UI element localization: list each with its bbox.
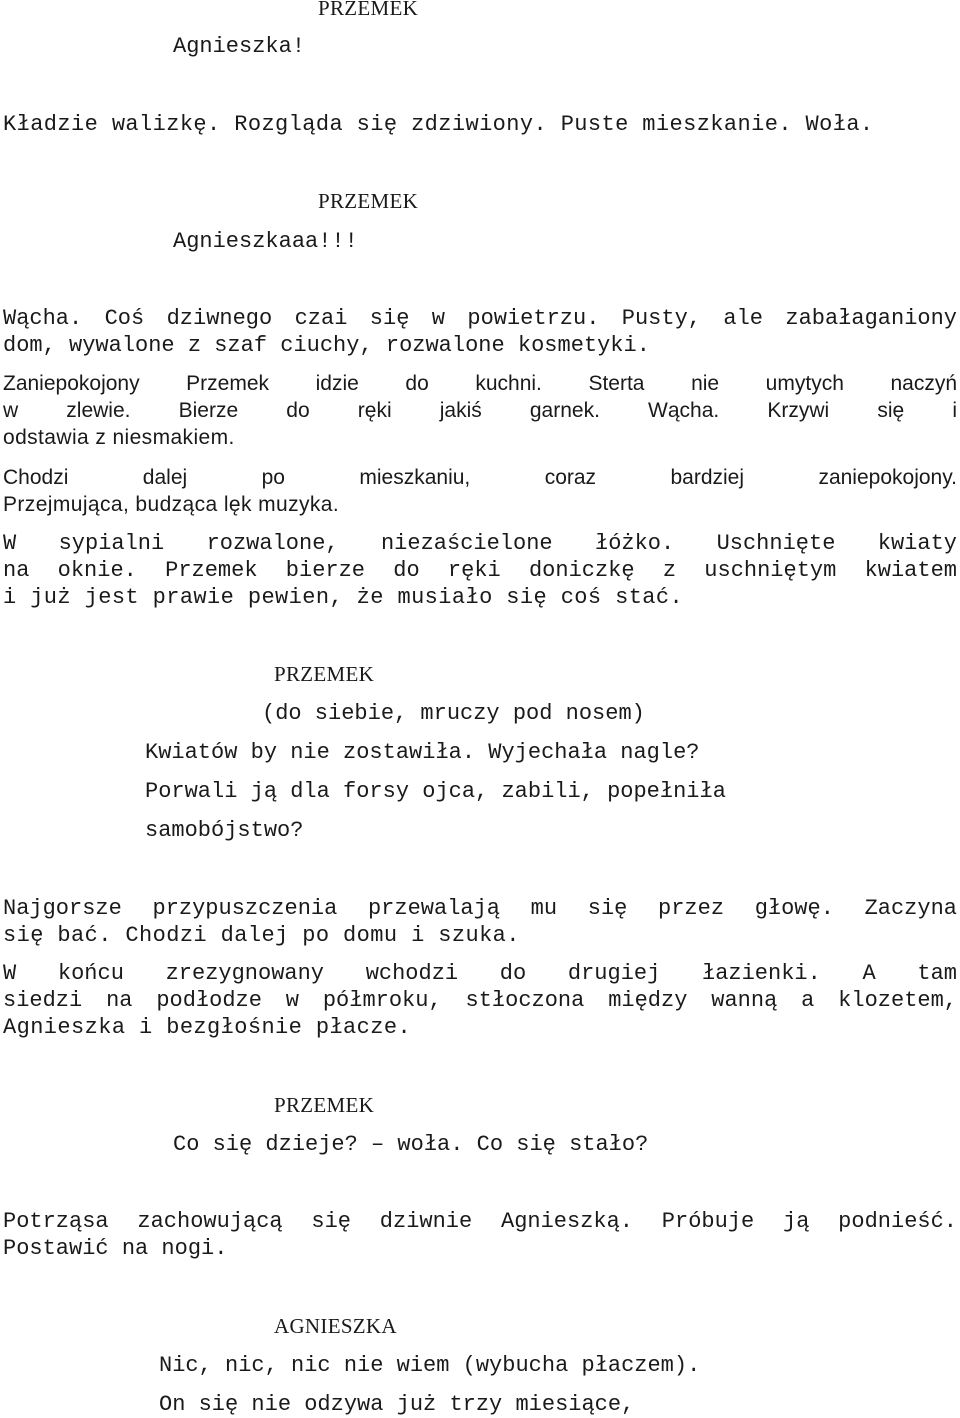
character-cue: PRZEMEK [274, 662, 375, 686]
action-line: Zaniepokojony Przemek idzie do kuchni. Sterta nie umytych naczyń [3, 372, 957, 395]
dialogue-line: samobójstwo? [145, 818, 304, 843]
action-line: Kładzie walizkę. Rozgląda się zdziwiony. Puste mieszkanie. Woła. [3, 112, 874, 137]
dialogue-line: Kwiatów by nie zostawiła. Wyjechała nagle? [145, 740, 700, 765]
dialogue-line: Nic, nic, nic nie wiem (wybucha płaczem). [159, 1353, 701, 1378]
dialogue-line: Porwali ją dla forsy ojca, zabili, popełniła [145, 779, 726, 804]
action-line: Przejmująca, budząca lęk muzyka. [3, 493, 340, 516]
character-cue: PRZEMEK [318, 189, 419, 213]
action-line: Wącha. Coś dziwnego czai się w powietrzu. Pusty, ale zabałaganiony [3, 306, 957, 331]
action-line: Agnieszka i bezgłośnie płacze. [3, 1015, 412, 1040]
action-line: W sypialni rozwalone, niezaścielone łóżko. Uschnięte kwiaty [3, 531, 957, 556]
action-line: się bać. Chodzi dalej po domu i szuka. [3, 923, 520, 948]
character-cue: PRZEMEK [274, 1093, 375, 1117]
action-line: Postawić na nogi. [3, 1236, 228, 1261]
action-line: dom, wywalone z szaf ciuchy, rozwalone kosmetyki. [3, 333, 650, 358]
action-line: siedzi na podłodze w półmroku, stłoczona między wanną a klozetem, [3, 988, 957, 1013]
dialogue-line: Agnieszka! [173, 34, 306, 59]
dialogue-line: Co się dzieje? – woła. Co się stało? [173, 1132, 649, 1157]
action-line: odstawia z niesmakiem. [3, 426, 235, 449]
dialogue-line: Agnieszkaaa!!! [173, 229, 358, 254]
action-line: Chodzi dalej po mieszkaniu, coraz bardziej zaniepokojony. [3, 466, 957, 489]
action-line: Potrząsa zachowującą się dziwnie Agnieszką. Próbuje ją podnieść. [3, 1209, 957, 1234]
action-line: Najgorsze przypuszczenia przewalają mu się przez głowę. Zaczyna [3, 896, 957, 921]
action-line: na oknie. Przemek bierze do ręki doniczkę z uschniętym kwiatem [3, 558, 957, 583]
action-line: i już jest prawie pewien, że musiało się coś stać. [3, 585, 684, 610]
dialogue-line: On się nie odzywa już trzy miesiące, [159, 1392, 635, 1417]
action-line: w zlewie. Bierze do ręki jakiś garnek. Wącha. Krzywi się i [3, 399, 957, 422]
character-cue: PRZEMEK [318, 0, 419, 20]
parenthetical: (do siebie, mruczy pod nosem) [262, 701, 645, 726]
action-line: W końcu zrezygnowany wchodzi do drugiej łazienki. A tam [3, 961, 957, 986]
character-cue: AGNIESZKA [274, 1314, 397, 1338]
